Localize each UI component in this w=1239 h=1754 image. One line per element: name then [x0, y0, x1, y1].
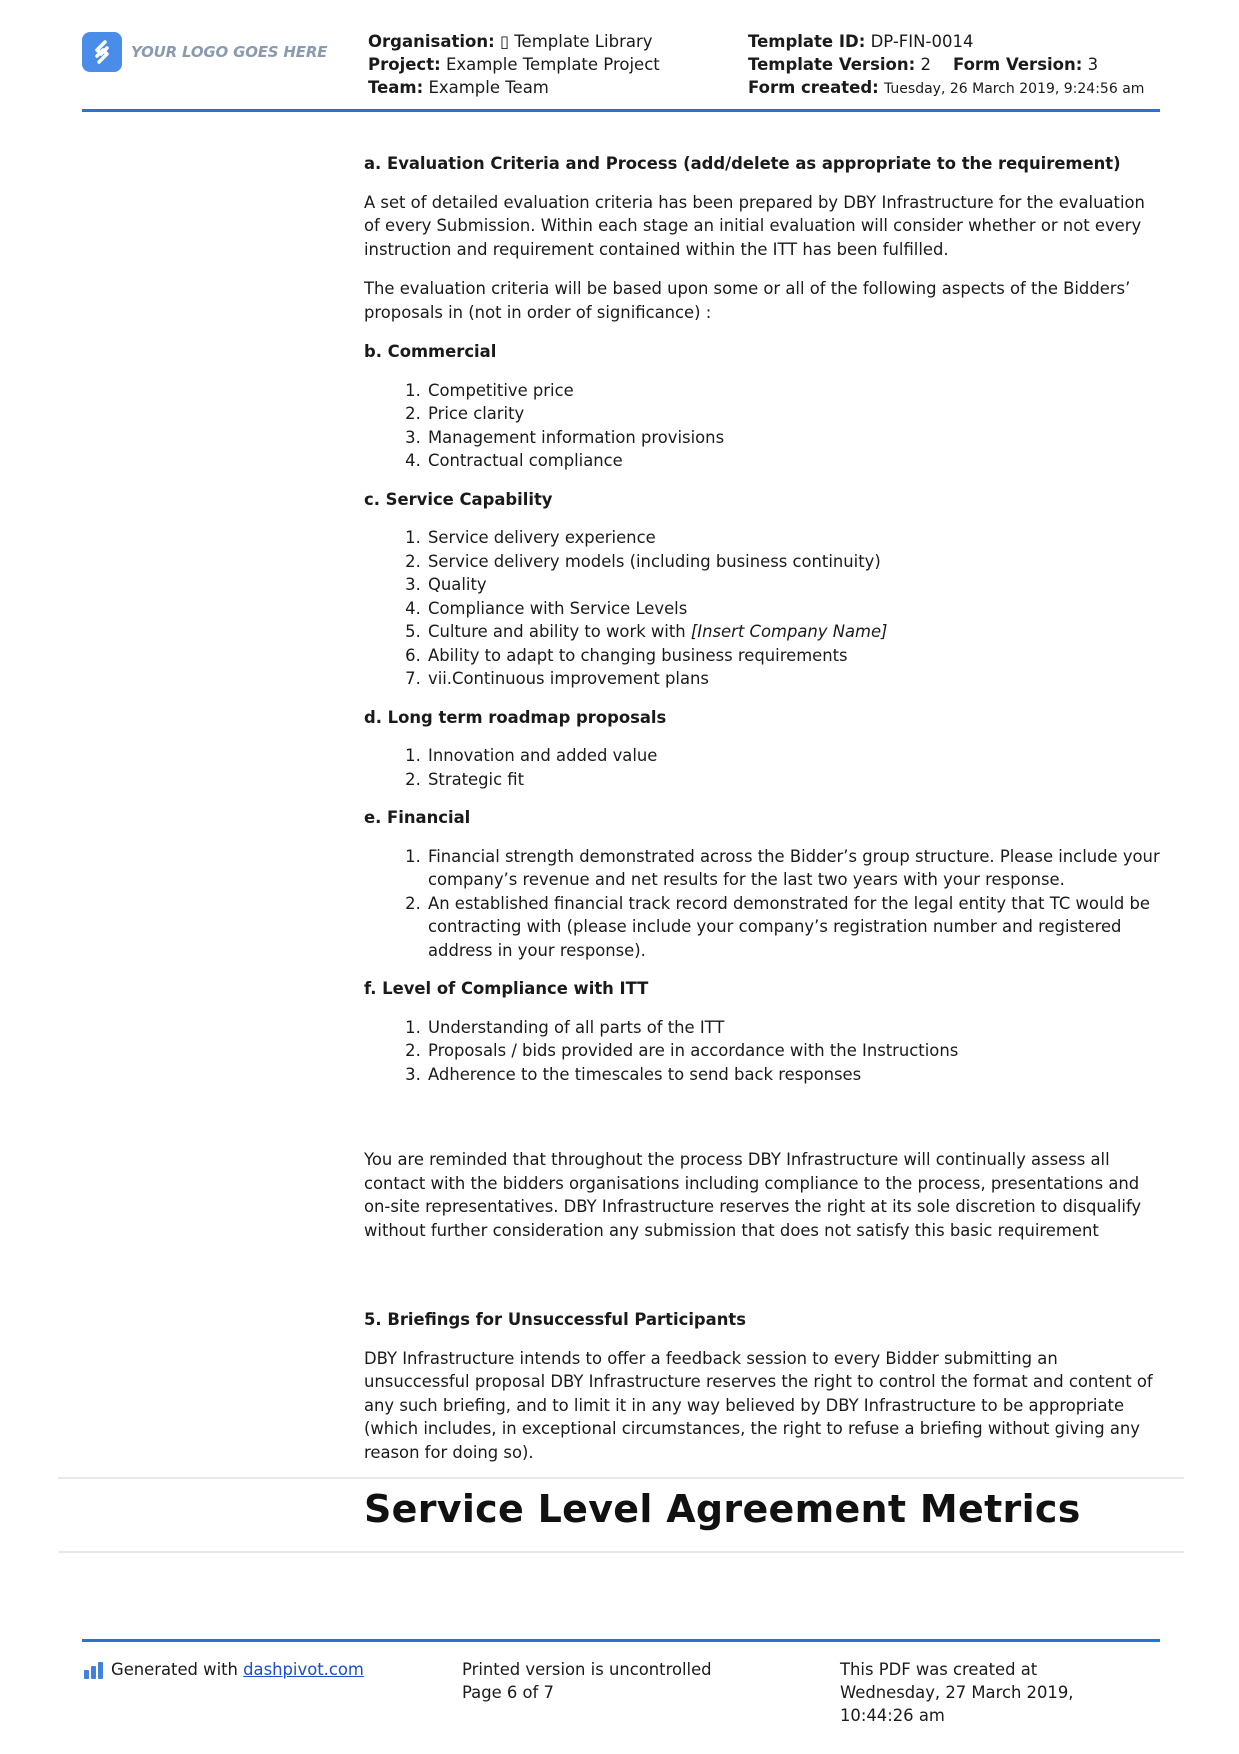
heading-financial: e. Financial	[364, 808, 471, 827]
list-item: 1. Innovation and added value	[426, 744, 1164, 768]
section-band	[58, 1477, 1184, 1553]
uncontrolled-note: Printed version is uncontrolled	[462, 1660, 712, 1679]
created-line-2: Wednesday, 27 March 2019,	[840, 1683, 1074, 1702]
list-financial	[364, 845, 1164, 963]
list-item: 1. Competitive price	[426, 379, 1164, 403]
list-item: 3. Quality	[426, 573, 1164, 597]
footer-print-info	[462, 1658, 712, 1704]
header-meta-right	[748, 30, 1144, 101]
team-row	[368, 76, 660, 99]
list-item: 1. Financial strength demonstrated across the Bidder’s group structure. Please include your company’s revenue and net results for the last two years with your response.	[426, 845, 1164, 892]
project-row	[368, 53, 660, 76]
list-item: 4. Contractual compliance	[426, 449, 1164, 473]
heading-commercial: b. Commercial	[364, 342, 497, 361]
page-footer	[82, 1639, 1160, 1725]
list-item: 3. Adherence to the timescales to send back responses	[426, 1063, 1164, 1087]
logo-icon	[82, 32, 122, 72]
project-value: Example Template Project	[445, 55, 660, 74]
logo-text: YOUR LOGO GOES HERE	[131, 43, 328, 61]
heading-briefings: 5. Briefings for Unsuccessful Participants	[364, 1310, 746, 1329]
template-version-label: Template Version:	[748, 55, 916, 74]
created-line-3: 10:44:26 am	[840, 1706, 945, 1725]
list-item: 3. Management information provisions	[426, 426, 1164, 450]
dashpivot-link[interactable]: dashpivot.com	[243, 1660, 364, 1679]
organisation-row	[368, 30, 660, 53]
form-created-label: Form created:	[748, 78, 879, 97]
list-item: 2. Service delivery models (including business continuity)	[426, 550, 1164, 574]
team-value: Example Team	[428, 78, 549, 97]
paragraph-reminder: You are reminded that throughout the process DBY Infrastructure will continually assess all contact with the bidders organisations including compliance to the process, presentations and on-site representatives. DBY Infrastructure reserves the right at its sole discretion to disqualify without further consideration any submission that does not satisfy this basic requirement	[364, 1150, 1142, 1240]
list-item: 4. Compliance with Service Levels	[426, 597, 1164, 621]
form-version-label: Form Version:	[952, 55, 1083, 74]
project-label: Project:	[368, 55, 441, 74]
form-created-value: Tuesday, 26 March 2019, 9:24:56 am	[884, 81, 1145, 97]
paragraph-briefings: DBY Infrastructure intends to offer a feedback session to every Bidder submitting an unsuccessful proposal DBY Infrastructure reserves the right to control the format and content of any such briefing, and to limit it in any way believed by DBY Infrastructure to be appropriate (which includes, in exceptional circumstances, the right to refuse a briefing without giving any reason for doing so).	[364, 1348, 1153, 1462]
paragraph: The evaluation criteria will be based upon some or all of the following aspects of the Bidders’ proposals in (not in order of significance) :	[364, 279, 1131, 322]
created-line-1: This PDF was created at	[840, 1660, 1038, 1679]
document-body	[364, 152, 1164, 1480]
list-item: 2. Price clarity	[426, 402, 1164, 426]
paragraph: A set of detailed evaluation criteria has been prepared by DBY Infrastructure for the evaluation of every Submission. Within each stage an initial evaluation will consider whether or not every instruction and requirement contained within the ITT has been fulfilled.	[364, 192, 1145, 259]
dashpivot-icon	[84, 1662, 103, 1679]
list-item: 2. Strategic fit	[426, 768, 1164, 792]
heading-roadmap: d. Long term roadmap proposals	[364, 707, 667, 727]
team-label: Team:	[368, 78, 424, 97]
list-item: 1. Service delivery experience	[426, 526, 1164, 550]
footer-created-info	[840, 1658, 1073, 1727]
heading-compliance: f. Level of Compliance with ITT	[364, 979, 649, 998]
version-row	[748, 53, 1144, 76]
heading-evaluation-criteria: a. Evaluation Criteria and Process (add/delete as appropriate to the requirement)	[364, 154, 1121, 173]
list-item: 7. vii.Continuous improvement plans	[426, 667, 1164, 691]
list-item: 1. Understanding of all parts of the ITT	[426, 1016, 1164, 1040]
organisation-value: ▯ Template Library	[499, 32, 653, 51]
template-id-value: DP-FIN-0014	[870, 32, 974, 51]
form-created-row	[748, 76, 1144, 101]
page-number: Page 6 of 7	[462, 1683, 554, 1702]
list-item: 6. Ability to adapt to changing business requirements	[426, 644, 1164, 668]
footer-generated	[84, 1658, 364, 1681]
section-title: Service Level Agreement Metrics	[364, 1487, 1081, 1531]
header-meta-left	[368, 30, 660, 99]
list-roadmap	[364, 744, 1164, 791]
list-item	[426, 620, 1164, 644]
company-name-placeholder: [Insert Company Name]	[690, 622, 888, 641]
list-item: 2. An established financial track record demonstrated for the legal entity that TC would be contracting with (please include your company’s registration number and registered address in your response).	[426, 892, 1164, 963]
form-version-value: 3	[1087, 55, 1099, 74]
organisation-label: Organisation:	[368, 32, 495, 51]
list-commercial	[364, 379, 1164, 473]
template-id-row	[748, 30, 1144, 53]
template-version-value: 2	[920, 55, 931, 74]
page-header	[82, 30, 1160, 112]
template-id-label: Template ID:	[748, 32, 866, 51]
heading-service-capability: c. Service Capability	[364, 489, 553, 509]
list-compliance	[364, 1016, 1164, 1087]
list-item: 2. Proposals / bids provided are in accordance with the Instructions	[426, 1039, 1164, 1063]
list-service-capability	[364, 526, 1164, 691]
list-item-text: Culture and ability to work with	[428, 622, 691, 641]
company-logo	[82, 32, 327, 72]
generated-prefix: Generated with	[111, 1660, 244, 1679]
